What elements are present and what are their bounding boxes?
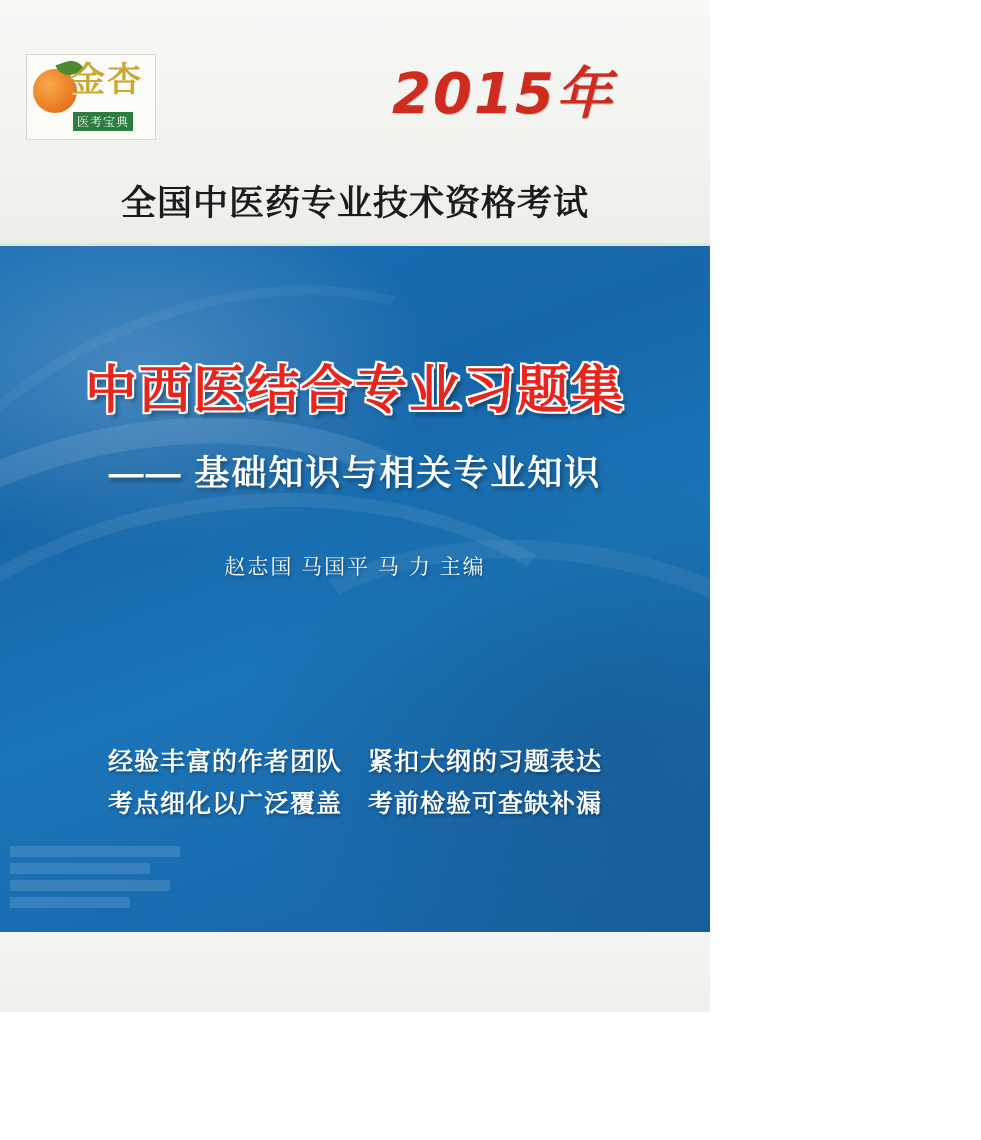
decorative-watermark	[10, 846, 190, 926]
authors-line: 赵志国 马国平 马 力 主编	[224, 556, 486, 579]
cover-bottom-band	[0, 932, 710, 1012]
cover-main-panel	[0, 246, 710, 932]
feature-line-1: 经验丰富的作者团队 紧扣大纲的习题表达	[107, 748, 602, 776]
cover-top-band	[0, 0, 710, 246]
edition-year: 2015年	[392, 62, 614, 127]
feature-line-2: 考点细化以广泛覆盖 考前检验可查缺补漏	[107, 790, 602, 818]
publisher-logo	[26, 54, 156, 140]
logo-tagline: 医考宝典	[73, 112, 133, 131]
exam-title: 全国中医药专业技术资格考试	[120, 184, 589, 223]
feature-list	[0, 741, 710, 825]
logo-brand-text: 金杏	[71, 61, 143, 99]
book-subtitle: —— 基础知识与相关专业知识	[108, 454, 602, 493]
book-title: 中西医结合专业习题集	[84, 362, 625, 420]
